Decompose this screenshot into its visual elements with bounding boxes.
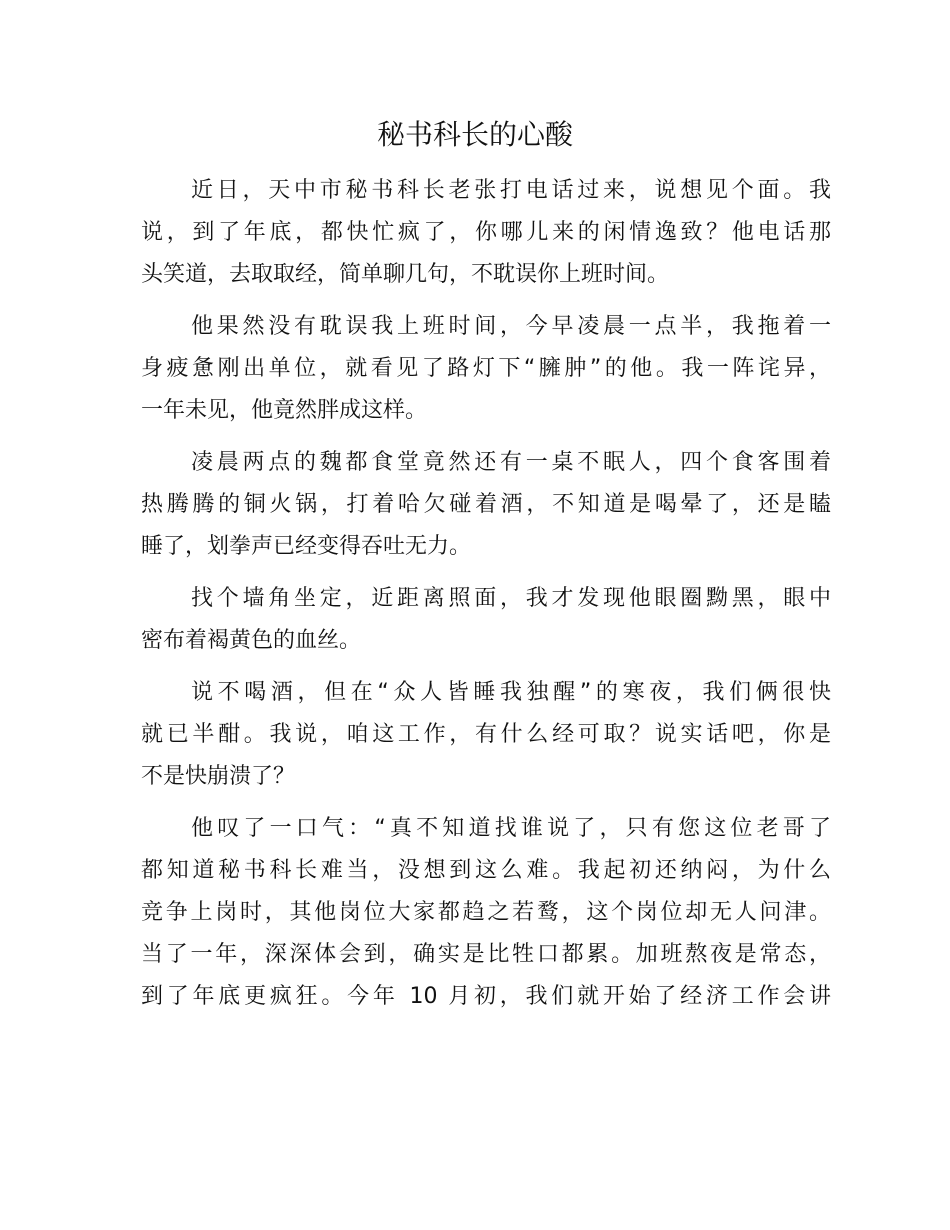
paragraph-line: 说，到了年底，都快忙疯了，你哪儿来的闲情逸致？他电话那: [141, 220, 831, 245]
paragraph-line: 凌晨两点的魏都食堂竟然还有一桌不眠人，四个食客围着: [191, 450, 831, 475]
paragraph-line: 就已半酣。我说，咱这工作，有什么经可取？说实话吧，你是: [141, 722, 831, 747]
paragraph-3: [141, 442, 831, 568]
paragraph-line: 都知道秘书科长难当，没想到这么难。我起初还纳闷，为什么: [141, 858, 831, 883]
paragraph-line: 睡了，划拳声已经变得吞吐无力。: [141, 534, 472, 559]
paragraph-line: 头笑道，去取取经，简单聊几句，不耽误你上班时间。: [141, 262, 670, 287]
paragraph-1: [141, 170, 831, 296]
paragraph-line: 说不喝酒，但在“众人皆睡我独醒”的寒夜，我们俩很快: [191, 680, 831, 705]
document-title: 秘书科长的心酸: [376, 118, 573, 151]
paragraph-line: 到了年底更疯狂。今年 10 月初，我们就开始了经济工作会讲: [141, 984, 831, 1009]
paragraph-4: [141, 578, 831, 662]
paragraph-5: [141, 672, 831, 798]
paragraph-line: 找个墙角坐定，近距离照面，我才发现他眼圈黝黑，眼中: [191, 586, 831, 611]
paragraph-line: 一年未见，他竟然胖成这样。: [141, 398, 428, 423]
paragraph-line: 当了一年，深深体会到，确实是比牲口都累。加班熬夜是常态，: [141, 942, 831, 967]
paragraph-2: [141, 306, 831, 432]
paragraph-line: 他果然没有耽误我上班时间，今早凌晨一点半，我拖着一: [191, 314, 831, 339]
paragraph-line: 密布着褐黄色的血丝。: [141, 628, 362, 653]
document-body: [141, 170, 831, 1028]
paragraph-line: 竞争上岗时，其他岗位大家都趋之若鹜，这个岗位却无人问津。: [141, 900, 831, 925]
paragraph-line: 身疲惫刚出单位，就看见了路灯下“臃肿”的他。我一阵诧异，: [141, 356, 831, 381]
paragraph-line: 他叹了一口气：“真不知道找谁说了，只有您这位老哥了: [191, 816, 831, 841]
paragraph-line: 不是快崩溃了？: [141, 764, 296, 789]
paragraph-line: 近日，天中市秘书科长老张打电话过来，说想见个面。我: [191, 178, 831, 203]
paragraph-6: [141, 808, 831, 1018]
paragraph-line: 热腾腾的铜火锅，打着哈欠碰着酒，不知道是喝晕了，还是瞌: [141, 492, 831, 517]
